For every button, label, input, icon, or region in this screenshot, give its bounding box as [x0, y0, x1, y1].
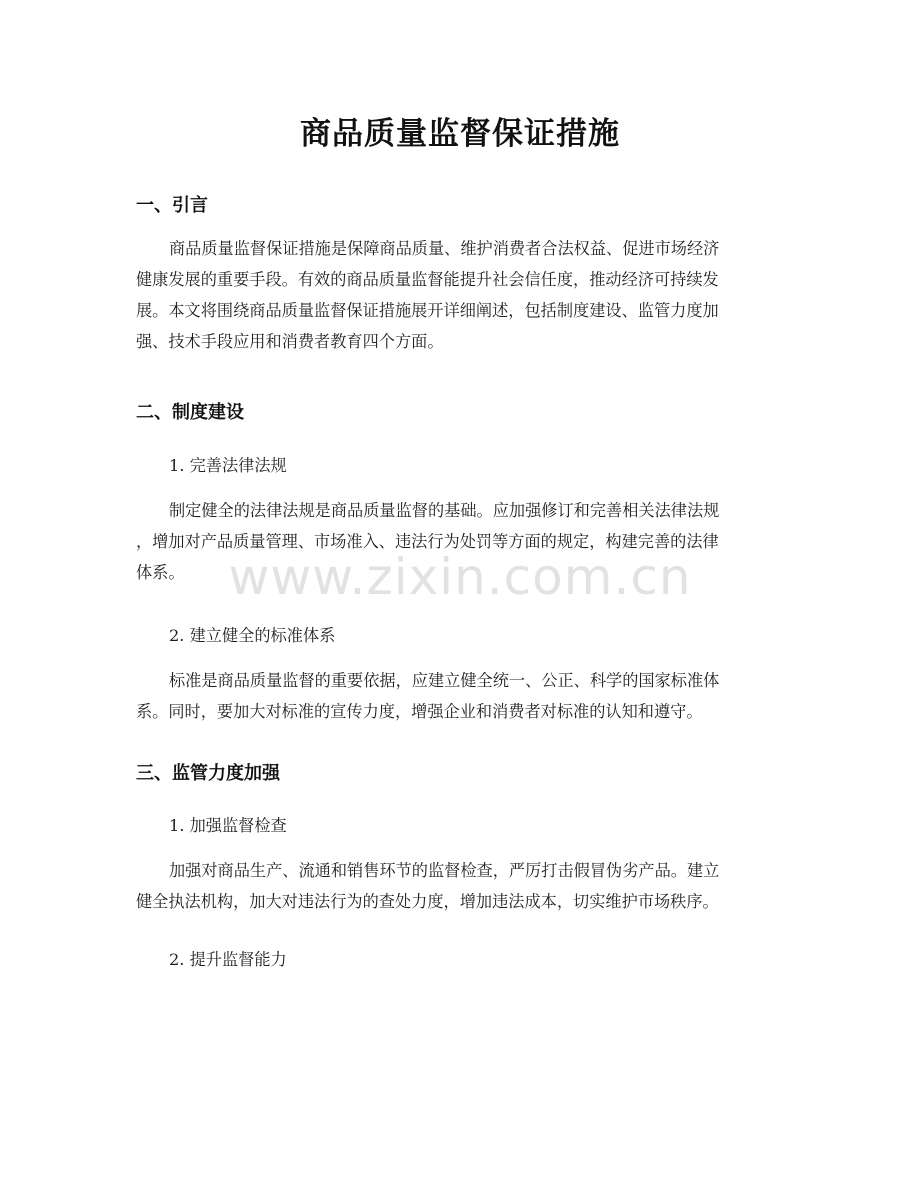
section-heading-supervision: 三、监管力度加强	[136, 763, 280, 784]
subsection-title-inspection: 1. 加强监督检查	[169, 816, 287, 835]
subsection-title-laws: 1. 完善法律法规	[169, 456, 287, 475]
paragraph-line: 健全执法机构，加大对违法行为的查处力度，增加违法成本，切实维护市场秩序。	[136, 892, 719, 911]
paragraph-line: 加强对商品生产、流通和销售环节的监督检查，严厉打击假冒伪劣产品。建立	[169, 861, 720, 880]
paragraph-line: 强、技术手段应用和消费者教育四个方面。	[136, 332, 444, 351]
paragraph-line: 标准是商品质量监督的重要依据，应建立健全统一、公正、科学的国家标准体	[169, 671, 720, 690]
laws-paragraph	[136, 495, 784, 588]
paragraph-line: 体系。	[136, 563, 185, 582]
inspection-paragraph	[136, 855, 784, 917]
document-title: 商品质量监督保证措施	[300, 116, 620, 152]
paragraph-line: 系。同时，要加大对标准的宣传力度，增强企业和消费者对标准的认知和遵守。	[136, 702, 703, 721]
paragraph-line: 制定健全的法律法规是商品质量监督的基础。应加强修订和完善相关法律法规	[169, 501, 720, 520]
intro-paragraph	[136, 233, 784, 357]
watermark: www.zixin.com.cn	[228, 548, 692, 606]
subsection-title-standards: 2. 建立健全的标准体系	[169, 626, 336, 645]
paragraph-line: 展。本文将围绕商品质量监督保证措施展开详细阐述，包括制度建设、监管力度加	[136, 301, 719, 320]
paragraph-line: 健康发展的重要手段。有效的商品质量监督能提升社会信任度，推动经济可持续发	[136, 270, 719, 289]
paragraph-line: 商品质量监督保证措施是保障商品质量、维护消费者合法权益、促进市场经济	[169, 239, 720, 258]
subsection-title-capability: 2. 提升监督能力	[169, 950, 287, 969]
standards-paragraph	[136, 665, 784, 727]
section-heading-intro: 一、引言	[136, 195, 208, 216]
paragraph-line: ，增加对产品质量管理、市场准入、违法行为处罚等方面的规定，构建完善的法律	[136, 532, 719, 551]
section-heading-system: 二、制度建设	[136, 402, 244, 423]
